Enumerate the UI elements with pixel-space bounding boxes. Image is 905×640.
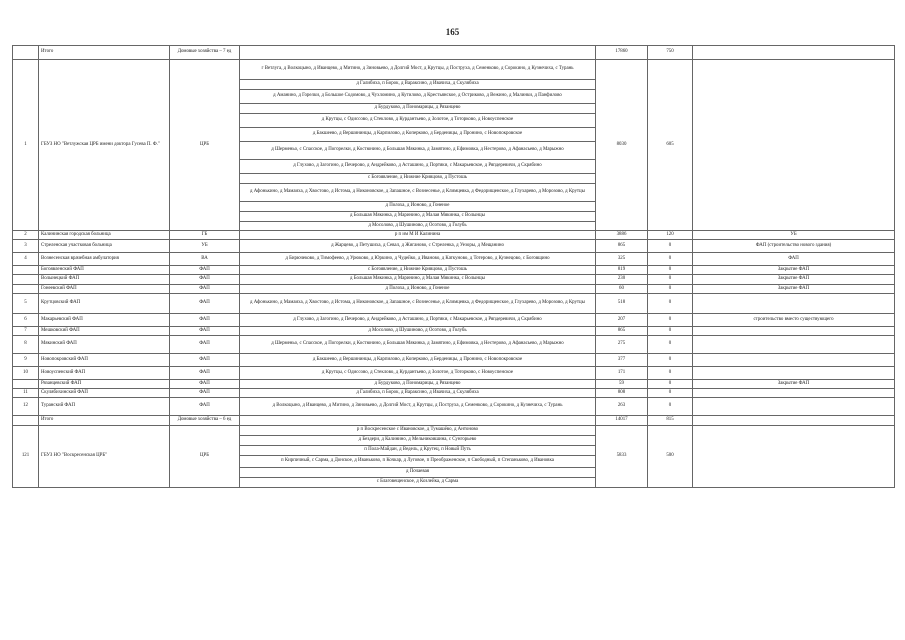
population: 230 <box>596 275 648 284</box>
population: 865 <box>596 326 648 335</box>
population: 377 <box>596 353 648 366</box>
crb-area-cell: д Аманино, д Горелки, д Большое Содомово, д Чухломино, д Кутилово, д Крестьянское, д Остриково, д Вежино, д Малинки, д Панфилово <box>240 90 596 104</box>
facility-name: Мешковский ФАП <box>39 326 170 335</box>
beds: 0 <box>648 275 693 284</box>
note: УБ <box>693 231 895 240</box>
total-row <box>13 46 895 60</box>
note: ФАП <box>693 253 895 266</box>
facility-type: ФАП <box>170 313 240 326</box>
facility-row <box>13 313 895 326</box>
facility-row <box>13 326 895 335</box>
population: 207 <box>596 313 648 326</box>
service-area: д Шерменьо, с Спасское, д Погорелки, д Костюнино, д Большая Мякинка, д Замятино, д Ефимовка, д Нестерово, д Афанасьево, д Марыжно <box>240 335 596 353</box>
row-number <box>13 379 39 388</box>
vosk-area-cell: п Пола-Майдан, д Ведель, д Крутец, п Новый Путь <box>240 446 596 456</box>
service-area: д Галибиха, п Борок, д Вараксино, д Ивачиха, д Скулябиха <box>240 388 596 397</box>
total-beds: 815 <box>648 416 693 426</box>
facility-type: ФАП <box>170 353 240 366</box>
beds: 0 <box>648 313 693 326</box>
vosk-type: ЦРБ <box>170 426 240 488</box>
crb-area-cell: г Ветлуга, д Волкоцыно, д Иванцево, д Митино, д Зиновьево, д Долгий Мост, д Крутцы, д Поструха, д Семенково, д Сорокино, д Кузнечиха, с Турань <box>240 60 596 80</box>
beds: 0 <box>648 388 693 397</box>
row-number: 2 <box>13 231 39 240</box>
vosk-area-row <box>13 426 895 436</box>
population: 3886 <box>596 231 648 240</box>
facility-name: Волынецкий ФАП <box>39 275 170 284</box>
facility-row <box>13 398 895 416</box>
facility-name: Макарьевский ФАП <box>39 313 170 326</box>
facility-row <box>13 284 895 293</box>
facility-name: Новоуспенский ФАП <box>39 366 170 379</box>
crb-area-cell: д Бурдуково, д Пономарицы, д Рязанцево <box>240 104 596 114</box>
facility-type: ФАП <box>170 398 240 416</box>
vosk-population: 5833 <box>596 426 648 488</box>
beds: 0 <box>648 293 693 313</box>
note: Закрытие ФАП <box>693 284 895 293</box>
population: 263 <box>596 398 648 416</box>
service-area: д Жарцево, д Петушиха, д Севал, д Жиганово, с Стреленка, д Уезоры, д Мещанино <box>240 240 596 253</box>
row-number: 11 <box>13 388 39 397</box>
total-empty <box>13 416 39 426</box>
service-area: д Бакшеево, д Вершининцы, д Карпилово, д Коперково, д Берденицы, д Пронино, с Новопокровское <box>240 353 596 366</box>
beds: 0 <box>648 326 693 335</box>
total-empty <box>240 416 596 426</box>
crb-area-cell: д Шерменьо, с Спасское, д Погорелки, д Костюнино, д Большая Мякинка, д Замятино, д Ефимовка, д Нестерово, д Афанасьево, д Марыжно <box>240 142 596 160</box>
facility-name: Вознесенская врачебная амбулатория <box>39 253 170 266</box>
beds: 0 <box>648 240 693 253</box>
row-number: 10 <box>13 366 39 379</box>
beds: 0 <box>648 266 693 275</box>
vosk-number: 121 <box>13 426 39 488</box>
note <box>693 366 895 379</box>
facility-name: Рязанцевский ФАП <box>39 379 170 388</box>
crb-area-cell: д Глухово, д Загогино, д Печерово, д Андрейково, д Асташино, д Портяки, с Макарьевское, д Ряпдеревичи, д Скрябино <box>240 160 596 174</box>
crb-name: ГБУЗ НО "Ветлужская ЦРБ имени доктора Гусева П. Ф." <box>39 60 170 231</box>
total-beds: 750 <box>648 46 693 60</box>
beds: 0 <box>648 353 693 366</box>
population: 518 <box>596 293 648 313</box>
row-number: 8 <box>13 335 39 353</box>
facility-type: ФАП <box>170 293 240 313</box>
page-number: 165 <box>445 27 460 37</box>
beds: 0 <box>648 284 693 293</box>
beds: 0 <box>648 398 693 416</box>
facility-type: ФАП <box>170 284 240 293</box>
crb-population: 8030 <box>596 60 648 231</box>
facility-name: Скулябихинский ФАП <box>39 388 170 397</box>
facility-name: Богоявленский ФАП <box>39 266 170 275</box>
facility-row <box>13 266 895 275</box>
facility-type: ВА <box>170 253 240 266</box>
crb-area-cell: с Богоявление, д Нижние Кривцово, д Пустошь <box>240 174 596 184</box>
crb-area-cell: д Галибиха, п Борок, д Вараксино, д Ивачиха, д Скулябиха <box>240 80 596 90</box>
total-type: Домовые хозяйства – 6 ед <box>170 416 240 426</box>
note <box>693 326 895 335</box>
total-empty <box>693 416 895 426</box>
facility-type: ГБ <box>170 231 240 240</box>
facility-type: УБ <box>170 240 240 253</box>
facility-name: Туранский ФАП <box>39 398 170 416</box>
crb-area-cell: д Бакшеево, д Вершининцы, д Карпилово, д Коперково, д Берденицы, д Пронино, с Новопокровское <box>240 128 596 142</box>
note <box>693 335 895 353</box>
row-number <box>13 284 39 293</box>
total-label: Итого <box>39 416 170 426</box>
crb-area-cell: д Полоха, д Ионово, д Гоненое <box>240 202 596 212</box>
note <box>693 398 895 416</box>
facility-type: ФАП <box>170 266 240 275</box>
vosk-area-cell: д Бездери, д Калинино, д Мельниковшина, с Сунгорьево <box>240 436 596 446</box>
facility-type: ФАП <box>170 335 240 353</box>
beds: 0 <box>648 335 693 353</box>
facility-type: ФАП <box>170 366 240 379</box>
vosk-area-cell: с Благовещенское, д Козлейка, д Сарма <box>240 478 596 488</box>
total-label: Итого <box>39 46 170 60</box>
total-row <box>13 416 895 426</box>
population: 60 <box>596 284 648 293</box>
service-area: д Полоха, д Ионово, д Гоненое <box>240 284 596 293</box>
note <box>693 388 895 397</box>
beds: 0 <box>648 366 693 379</box>
row-number: 6 <box>13 313 39 326</box>
facility-table <box>12 45 895 488</box>
total-population: 17860 <box>596 46 648 60</box>
service-area: с Богоявление, д Нижние Кривцово, д Пустошь <box>240 266 596 275</box>
crb-beds: 605 <box>648 60 693 231</box>
facility-row <box>13 275 895 284</box>
facility-row <box>13 231 895 240</box>
facility-type: ФАП <box>170 326 240 335</box>
note: Закрытие ФАП <box>693 275 895 284</box>
facility-type: ФАП <box>170 388 240 397</box>
note: строительство вместо существующего <box>693 313 895 326</box>
crb-area-cell: д Крутцы, с Одиссово, д Стеклово, д Курдантьево, д Золотое, д Тоторково, д Новоуспенское <box>240 114 596 128</box>
facility-name: Калининская городская больница <box>39 231 170 240</box>
note: ФАП (строительство нового здания) <box>693 240 895 253</box>
crb-area-row <box>13 60 895 80</box>
facility-row <box>13 353 895 366</box>
facility-type: ФАП <box>170 379 240 388</box>
service-area: д Большая Мякинка, д Маринино, д Малая Мякинка, с Волынцы <box>240 275 596 284</box>
crb-area-cell: д Афонькино, д Мамаиха, д Хвостово, д Истома, д Никоновское, д Запашное, с Вознесенье, д Климцевка, д Федорищенское, д Глухарево, д Морозово, д Крутцы <box>240 184 596 202</box>
row-number: 3 <box>13 240 39 253</box>
facility-name: Новопокровский ФАП <box>39 353 170 366</box>
crb-number: 1 <box>13 60 39 231</box>
facility-row <box>13 388 895 397</box>
note <box>693 293 895 313</box>
note: Закрытие ФАП <box>693 379 895 388</box>
row-number: 5 <box>13 293 39 313</box>
facility-type: ФАП <box>170 275 240 284</box>
row-number <box>13 266 39 275</box>
facility-row <box>13 253 895 266</box>
service-area: д Бирючеково, д Тимофеево, д Урюково, д Юркино, д Чудейко, д Иваново, д Каткуново, д Тотерово, д Кузнецово, с Боговщино <box>240 253 596 266</box>
note: Закрытие ФАП <box>693 266 895 275</box>
facility-row <box>13 240 895 253</box>
note <box>693 353 895 366</box>
facility-row <box>13 379 895 388</box>
total-population: 14017 <box>596 416 648 426</box>
row-number: 7 <box>13 326 39 335</box>
row-number: 12 <box>13 398 39 416</box>
vosk-area-cell: п Кирпичный, с Сарма, д Донское, д Иваньково, п Кочкар, д Луговое, п Преображенское, п Свободный, п Степаньково, д Ивановка <box>240 456 596 468</box>
beds: 0 <box>648 253 693 266</box>
service-area: р п им М И Калинина <box>240 231 596 240</box>
vosk-beds: 500 <box>648 426 693 488</box>
population: 325 <box>596 253 648 266</box>
crb-type: ЦРБ <box>170 60 240 231</box>
facility-row <box>13 335 895 353</box>
facility-name: Стреленская участковая больница <box>39 240 170 253</box>
vosk-note <box>693 426 895 488</box>
population: 59 <box>596 379 648 388</box>
service-area: д Бурдуково, д Пономарицы, д Рязанцево <box>240 379 596 388</box>
population: 819 <box>596 266 648 275</box>
service-area: д Крутцы, с Одиссово, д Стеклово, д Курдантьево, д Золотое, д Тоторково, с Новоуспенское <box>240 366 596 379</box>
row-number: 9 <box>13 353 39 366</box>
facility-row <box>13 293 895 313</box>
crb-area-cell: д Мосолово, д Шушиново, д Осотово, д Голубь <box>240 222 596 231</box>
vosk-area-cell: р п Воскресенское с Ивановское, д Тумашёво, д Антоново <box>240 426 596 436</box>
vosk-area-cell: д Почаевая <box>240 468 596 478</box>
facility-name: Гонеевский ФАП <box>39 284 170 293</box>
total-type: Домовые хозяйства – 7 ед <box>170 46 240 60</box>
facility-row <box>13 366 895 379</box>
crb-area-cell: д Большая Мякинка, д Маринино, д Малая Мякинка, с Волынцы <box>240 212 596 222</box>
row-number: 4 <box>13 253 39 266</box>
crb-note <box>693 60 895 231</box>
facility-name: Мякинский ФАП <box>39 335 170 353</box>
row-number <box>13 275 39 284</box>
population: 171 <box>596 366 648 379</box>
service-area: д Глухово, д Загогино, д Печерово, д Андрейково, д Асташино, д Портяки, с Макарьевское, д Ряпдеревичи, д Скрябино <box>240 313 596 326</box>
service-area: д Афонькино, д Мамаиха, д Хвостово, д Истома, д Никоновское, д Запашное, с Вознесенье, д Климцевка, д Федорищенское, д Глухарево, д Морозово, д Крутцы <box>240 293 596 313</box>
population: 275 <box>596 335 648 353</box>
population: 808 <box>596 388 648 397</box>
beds: 0 <box>648 379 693 388</box>
service-area: д Мосолово, д Шушиново, д Осотово, д Голубь <box>240 326 596 335</box>
population: 865 <box>596 240 648 253</box>
service-area: д Волкоцыно, д Иванцево, д Митино, д Зиновьево, д Долгий Мост, д Крутцы, д Поструха, д Семенково, д Сорокино, д Кузнечиха, с Турань <box>240 398 596 416</box>
facility-name: Крутцовский ФАП <box>39 293 170 313</box>
beds: 120 <box>648 231 693 240</box>
vosk-name: ГБУЗ НО "Воскресенская ЦРБ" <box>39 426 170 488</box>
